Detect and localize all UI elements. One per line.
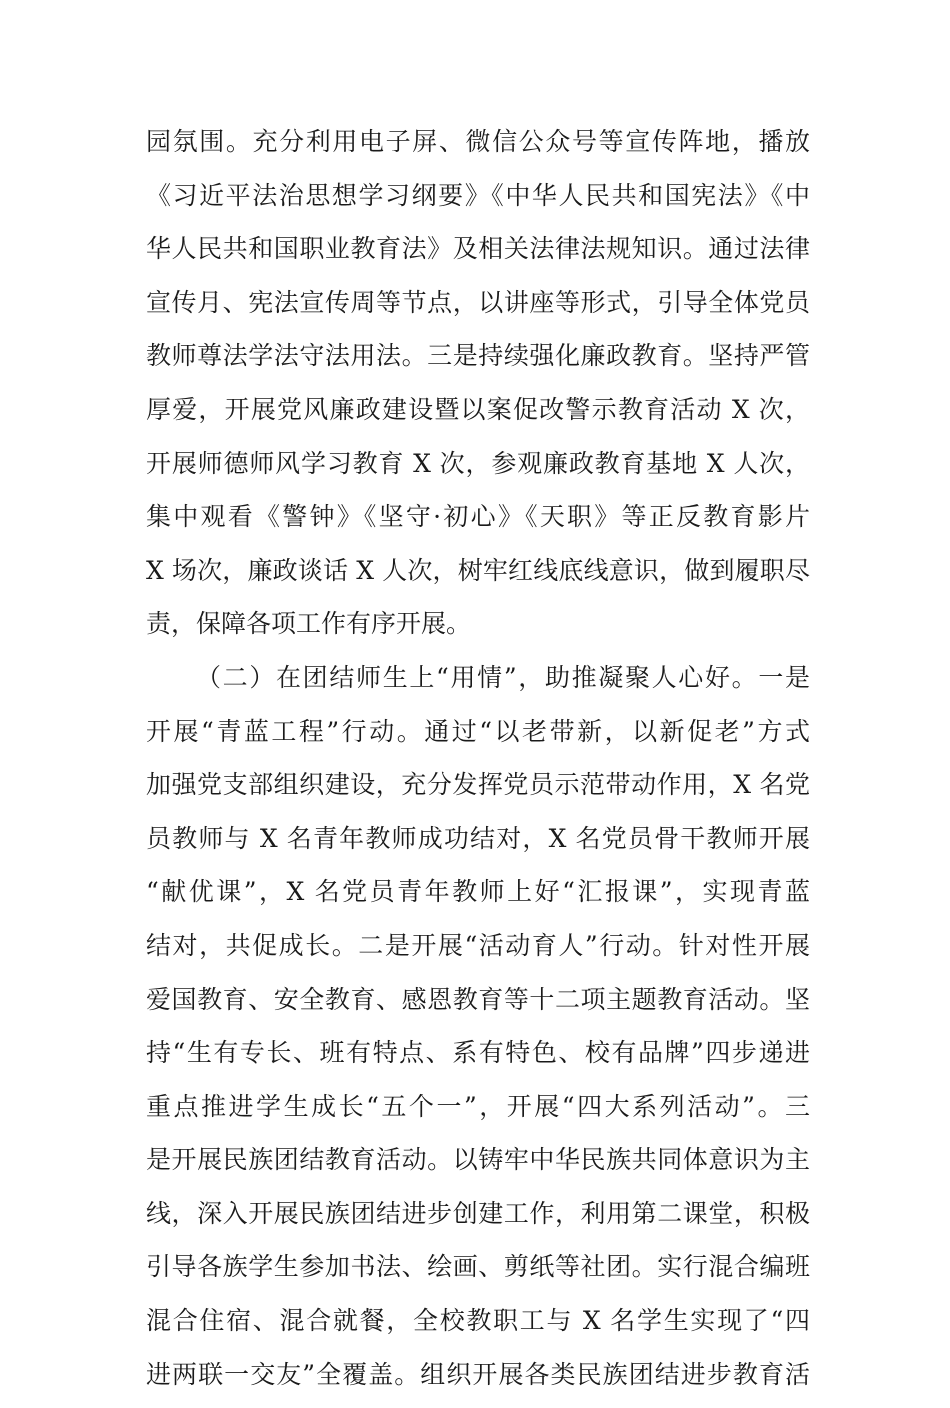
text-line: 宣传月、宪法宣传周等节点，以讲座等形式，引导全体党员 [146, 287, 810, 317]
text-line: 引导各族学生参加书法、绘画、剪纸等社团。实行混合编班 [146, 1252, 810, 1282]
text-line: 《习近平法治思想学习纲要》《中华人民共和国宪法》《中 [146, 180, 810, 210]
text-line: 重点推进学生成长“五个一”，开展“四大系列活动”。三 [146, 1091, 810, 1121]
text-line: 持“生有专长、班有特点、系有特色、校有品牌”四步递进 [146, 1038, 810, 1068]
text-line: 华人民共和国职业教育法》及相关法律法规知识。通过法律 [146, 234, 810, 264]
text-line: 是开展民族团结教育活动。以铸牢中华民族共同体意识为主 [146, 1145, 810, 1175]
text-line: 厚爱，开展党风廉政建设暨以案促改警示教育活动 X 次， [146, 394, 810, 424]
text-line: 爱国教育、安全教育、感恩教育等十二项主题教育活动。坚 [146, 984, 810, 1014]
text-line: 教师尊法学法守法用法。三是持续强化廉政教育。坚持严管 [146, 341, 810, 371]
body-text [146, 122, 810, 1408]
section-heading-line: （二）在团结师生上“用情”，助推凝聚人心好。一是 [196, 662, 810, 692]
text-line: 混合住宿、混合就餐，全校教职工与 X 名学生实现了“四 [146, 1306, 810, 1336]
text-line: 园氛围。充分利用电子屏、微信公众号等宣传阵地，播放 [146, 127, 810, 156]
text-line: “献优课”，X 名党员青年教师上好“汇报课”，实现青蓝 [146, 877, 810, 907]
text-line: 集中观看《警钟》《坚守·初心》《天职》等正反教育影片 [146, 502, 810, 532]
text-line: 开展师德师风学习教育 X 次，参观廉政教育基地 X 人次， [146, 448, 810, 478]
text-line: 加强党支部组织建设，充分发挥党员示范带动作用，X 名党 [146, 770, 810, 800]
text-line: 进两联一交友”全覆盖。组织开展各类民族团结进步教育活 [146, 1359, 810, 1389]
text-line: 结对，共促成长。二是开展“活动育人”行动。针对性开展 [146, 930, 810, 960]
text-line: 员教师与 X 名青年教师成功结对，X 名党员骨干教师开展 [146, 823, 810, 853]
text-line: X 场次，廉政谈话 X 人次，树牢红线底线意识，做到履职尽 [146, 555, 810, 585]
text-line: 线，深入开展民族团结进步创建工作，利用第二课堂，积极 [146, 1198, 810, 1228]
text-line: 责，保障各项工作有序开展。 [146, 609, 472, 639]
text-line: 开展“青蓝工程”行动。通过“以老带新，以新促老”方式 [146, 716, 810, 746]
